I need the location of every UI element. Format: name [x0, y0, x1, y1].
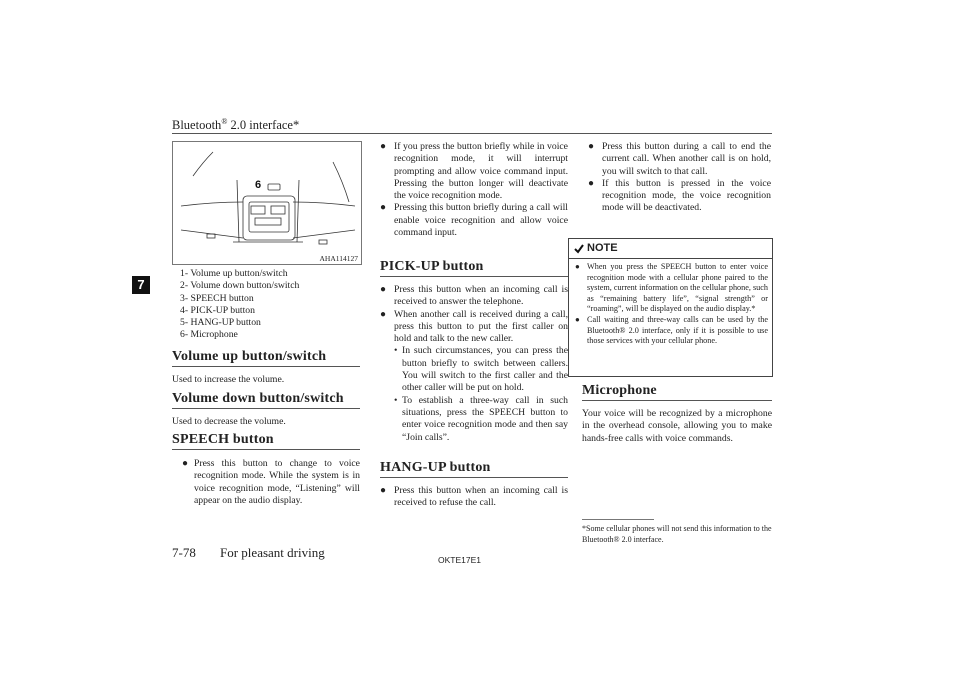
section-rule: [380, 477, 568, 478]
bullet-icon: ●: [588, 177, 595, 189]
bullet-icon: ●: [380, 284, 387, 295]
bullet-item: ● When another call is received during a call, press this button to put the first caller on hold and talk to the new caller.: [380, 308, 568, 345]
bullet-item: ● If you press the button briefly while in voice recognition mode, it will interrupt prompting and allow voice command input. Pressing the button longer will deactivate the voice recognition mode.: [380, 141, 568, 202]
header-rule: [172, 133, 772, 134]
note-title: NOTE: [587, 242, 618, 254]
running-header: Bluetooth® 2.0 interface*: [172, 117, 300, 133]
note-rule: [569, 258, 772, 259]
console-illustration: [173, 142, 361, 264]
bullet-icon: ●: [575, 262, 580, 271]
bullet-item: ● If this button is pressed in the voice recognition mode, the voice recognition mode will be deactivated.: [588, 177, 771, 214]
document-code: OKTE17E1: [438, 555, 481, 565]
section-title: PICK-UP button: [380, 259, 484, 274]
note-box: [568, 238, 773, 377]
section-text: Used to decrease the volume.: [172, 416, 286, 427]
bullet-icon: ●: [380, 308, 387, 320]
bullet-item: ● Press this button when an incoming call is received to answer the telephone.: [380, 284, 568, 308]
hangup-continued: [588, 141, 771, 215]
chapter-title: For pleasant driving: [220, 545, 325, 560]
page-number: 7-78: [172, 545, 196, 560]
legend-item: 4- PICK-UP button: [180, 304, 255, 316]
legend-item: 1- Volume up button/switch: [180, 268, 288, 279]
bullet-item: ● Press this button when an incoming call is received to refuse the call.: [380, 485, 568, 509]
bullet-icon: ●: [588, 141, 595, 152]
sub-bullet-item: • In such circumstances, you can press the button briefly to switch between callers. You will switch to the first caller and the other caller will be put on hold.: [394, 345, 568, 394]
overhead-console-figure: [172, 141, 362, 265]
legend-item: 6- Microphone: [180, 329, 238, 341]
section-title: Volume up button/switch: [172, 349, 327, 364]
parts-legend: [180, 268, 299, 342]
section-rule: [380, 276, 568, 277]
section-title: HANG-UP button: [380, 460, 491, 475]
section-volume-up: [172, 349, 360, 386]
section-volume-down: [172, 391, 360, 428]
bullet-icon: ●: [575, 314, 580, 324]
section-rule: [172, 449, 360, 450]
bullet-icon: ●: [380, 202, 387, 214]
bullet-item: ● Pressing this button briefly during a call will enable voice recognition and allow voice command input.: [380, 202, 568, 239]
legend-item: 3- SPEECH button: [180, 292, 254, 304]
sub-bullet-item: • To establish a three-way call in such situations, press the SPEECH button to enter voice recognition mode and then say “Join calls”.: [394, 394, 568, 443]
section-text: Your voice will be recognized by a microphone in the overhead console, allowing you to make hands-free calls with voice commands.: [582, 408, 772, 444]
figure-callout-6: 6: [255, 179, 262, 191]
section-hangup: [380, 460, 568, 510]
bullet-icon: ●: [380, 485, 387, 496]
figure-code: AHA114127: [319, 254, 358, 263]
section-text: Used to increase the volume.: [172, 374, 285, 385]
section-title: SPEECH button: [172, 432, 274, 447]
chapter-tab: 7: [132, 276, 150, 294]
section-rule: [172, 408, 360, 409]
bullet-icon: ●: [182, 458, 189, 469]
bullet-item: ● Press this button during a call to end the current call. When another call is on hold, you will switch to that call.: [588, 141, 771, 177]
section-pickup: [380, 259, 568, 444]
section-title: Microphone: [582, 383, 657, 398]
section-title: Volume down button/switch: [172, 391, 344, 406]
footnote: *Some cellular phones will not send this information to the Bluetooth® 2.0 interface.: [582, 524, 772, 544]
footnote-rule: [582, 519, 654, 520]
note-item: ● When you press the SPEECH button to enter voice recognition mode with a cellular phone paired to the system, current information on the cellular phone, such as “remaining battery life”, “signal strength” or “roaming”, will be displayed on the audio display.*: [575, 262, 768, 314]
bullet-item: ● Press this button to change to voice recognition mode. While the system is in voice recognition mode, “Listening” will appear on the audio display.: [182, 458, 360, 506]
section-speech: [172, 432, 360, 507]
legend-item: 2- Volume down button/switch: [180, 280, 300, 292]
legend-item: 5- HANG-UP button: [180, 317, 261, 329]
section-rule: [172, 366, 360, 367]
section-rule: [582, 400, 772, 401]
note-item: ● Call waiting and three-way calls can be used by the Bluetooth® 2.0 interface, only if it is possible to use those services with your cellular phone.: [575, 314, 768, 346]
bullet-icon: ●: [380, 141, 387, 152]
section-microphone: [582, 383, 772, 445]
speech-continued: [380, 141, 568, 239]
note-icon: [573, 243, 585, 255]
